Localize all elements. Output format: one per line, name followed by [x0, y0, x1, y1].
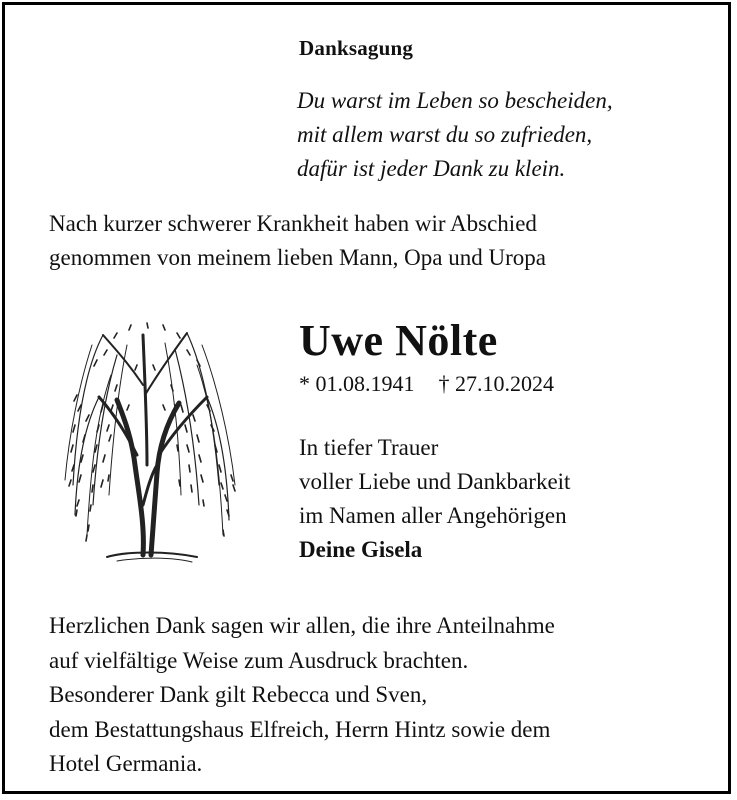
notice-title: Danksagung [299, 36, 414, 60]
death-date: † 27.10.2024 [438, 371, 554, 396]
poem-line: mit allem warst du so zufrieden, [297, 122, 593, 147]
deceased-name: Uwe Nölte [299, 316, 498, 365]
thanks-line: auf vielfältige Weise zum Ausdruck brachten. [49, 647, 469, 673]
mourning-text [299, 431, 570, 567]
thanks-line: Hotel Germania. [49, 751, 203, 776]
thanks-line: Herzlichen Dank sagen wir allen, die ihre Anteilnahme [49, 613, 555, 638]
signature: Deine Gisela [299, 537, 423, 562]
intro-line: Nach kurzer schwerer Krankheit haben wir Abschied [49, 211, 537, 236]
thanks-line: Besonderer Dank gilt Rebecca und Sven, [49, 682, 428, 707]
thanks-line: dem Bestattungshaus Elfreich, Herrn Hintz sowie dem [49, 716, 551, 742]
mourning-line: voller Liebe und Dankbarkeit [299, 469, 571, 494]
intro-line: genommen von meinem lieben Mann, Opa und Uropa [49, 245, 546, 270]
weeping-willow-tree-drawing [47, 305, 247, 575]
thanks-text [49, 609, 555, 782]
life-dates [299, 369, 554, 399]
obituary-frame [2, 2, 731, 794]
poem [297, 84, 613, 186]
intro-text [49, 207, 546, 275]
birth-date: * 01.08.1941 [299, 371, 415, 396]
mourning-line: In tiefer Trauer [299, 435, 439, 460]
poem-line: Du warst im Leben so bescheiden, [297, 88, 613, 113]
poem-line: dafür ist jeder Dank zu klein. [297, 156, 566, 181]
mourning-line: im Namen aller Angehörigen [299, 503, 567, 528]
